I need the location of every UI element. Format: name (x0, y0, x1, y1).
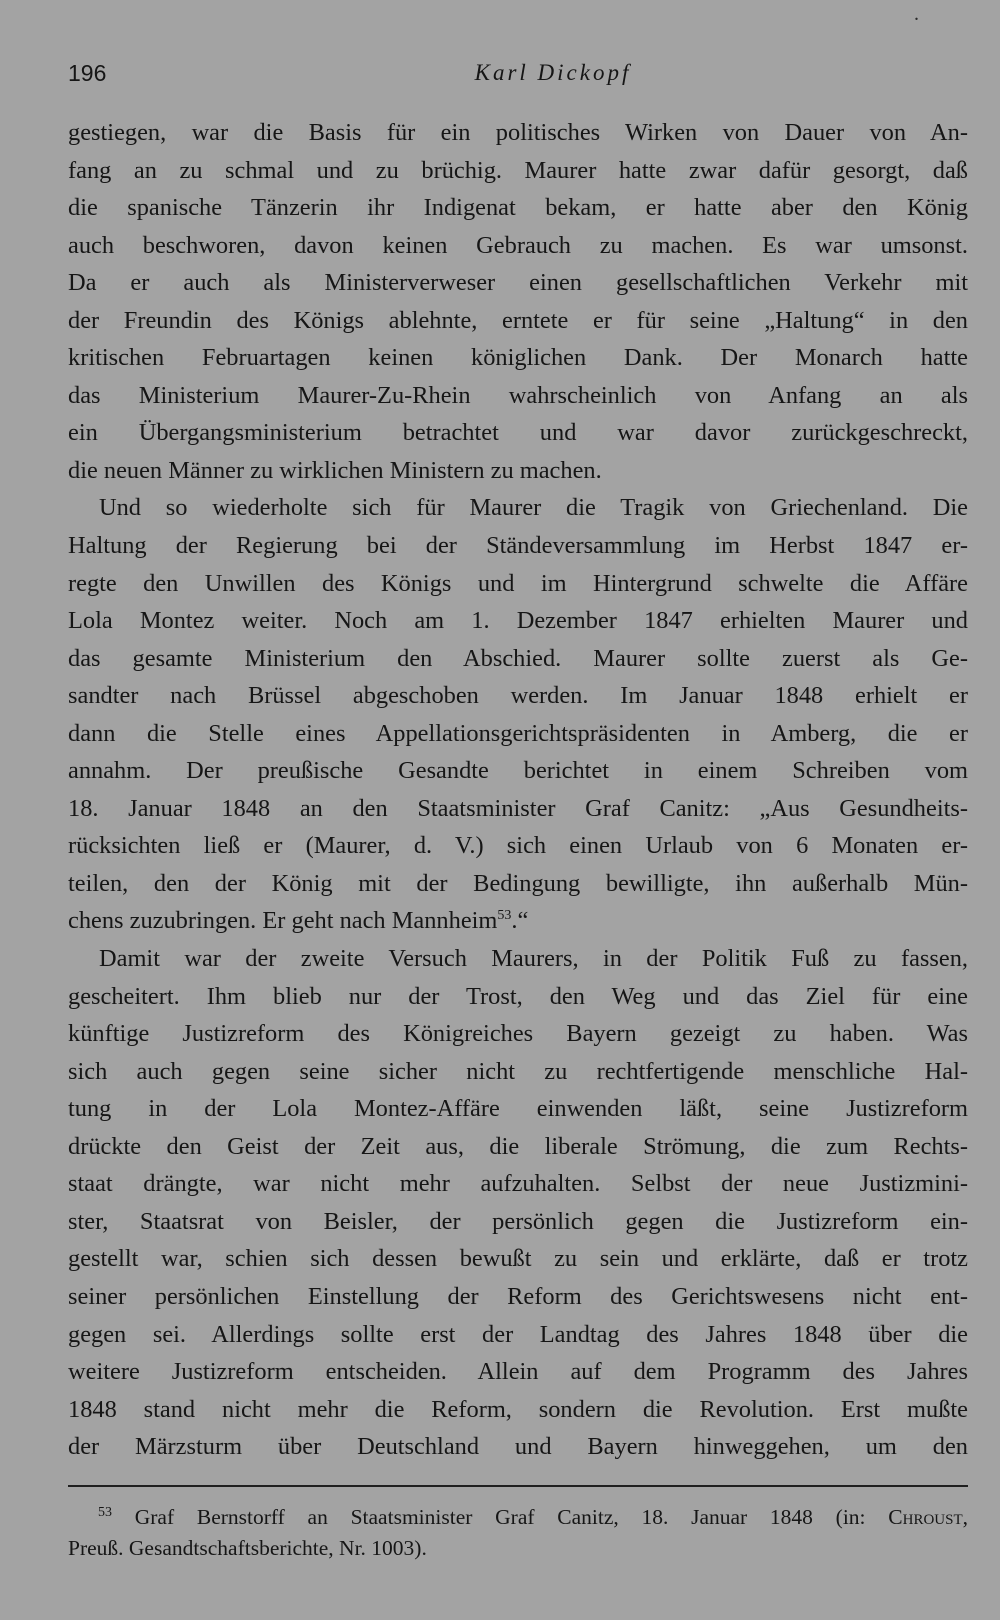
text-line-with-footnote-ref (68, 902, 968, 940)
footnote-line: Preuß. Gesandtschaftsberichte, Nr. 1003). (68, 1536, 427, 1560)
text-line: Lola Montez weiter. Noch am 1. Dezember 1847 erhielten Maurer und (68, 607, 968, 635)
text-line: die neuen Männer zu wirklichen Ministern zu machen. (68, 456, 602, 484)
text-line: gegen sei. Allerdings sollte erst der Landtag des Jahres 1848 über die (68, 1320, 968, 1348)
text-line: auch beschworen, davon keinen Gebrauch zu machen. Es war umsonst. (68, 231, 968, 259)
text-line: dann die Stelle eines Appellationsgerichtspräsidenten in Amberg, die er (68, 719, 968, 747)
closing-quote: .“ (511, 907, 529, 935)
text-line: gescheitert. Ihm blieb nur der Trost, den Weg und das Ziel für eine (68, 982, 968, 1010)
text-line: 18. Januar 1848 an den Staatsminister Graf Canitz: „Aus Gesundheits- (68, 794, 968, 822)
body-text (68, 114, 968, 1466)
page-number: 196 (68, 60, 107, 86)
text-line: sich auch gegen seine sicher nicht zu rechtfertigende menschliche Hal- (68, 1057, 968, 1085)
text-line: sandter nach Brüssel abgeschoben werden. Im Januar 1848 erhielt er (68, 682, 968, 710)
text-line: staat drängte, war nicht mehr aufzuhalten. Selbst der neue Justizmini- (68, 1170, 968, 1198)
text-line: das gesamte Ministerium den Abschied. Maurer sollte zuerst als Ge- (68, 644, 968, 672)
text-line: rücksichten ließ er (Maurer, d. V.) sich einen Urlaub von 6 Monaten er- (68, 832, 968, 860)
text-line: Damit war der zweite Versuch Maurers, in der Politik Fuß zu fassen, (99, 945, 968, 973)
text-line: die spanische Tänzerin ihr Indigenat bekam, er hatte aber den König (68, 194, 968, 222)
text-line: Da er auch als Ministerverweser einen gesellschaftlichen Verkehr mit (68, 269, 968, 297)
text-line: Und so wiederholte sich für Maurer die Tragik von Griechenland. Die (99, 494, 968, 522)
text-line: gestellt war, schien sich dessen bewußt zu sein und erklärte, daß er trotz (68, 1245, 968, 1273)
text-line: seiner persönlichen Einstellung der Reform des Gerichtswesens nicht ent- (68, 1282, 968, 1310)
text-line: der Freundin des Königs ablehnte, erntete er für seine „Haltung“ in den (68, 306, 968, 334)
text-line: 1848 stand nicht mehr die Reform, sondern die Revolution. Erst mußte (68, 1395, 968, 1423)
text-line: drückte den Geist der Zeit aus, die liberale Strömung, die zum Rechts- (68, 1132, 968, 1160)
footnote-author: Chroust, (888, 1505, 968, 1529)
text-line: annahm. Der preußische Gesandte berichtet in einem Schreiben vom (68, 757, 968, 785)
text-line: teilen, den der König mit der Bedingung bewilligte, ihn außerhalb Mün- (68, 869, 968, 897)
text-line: gestiegen, war die Basis für ein politisches Wirken von Dauer von An- (68, 119, 968, 146)
text-line: künftige Justizreform des Königreiches Bayern gezeigt zu haben. Was (68, 1020, 968, 1048)
corner-mark: . (914, 3, 919, 25)
running-head-author: Karl Dickopf (474, 60, 632, 85)
footnote-line (68, 1502, 968, 1533)
text-line: ein Übergangsministerium betrachtet und war davor zurückgeschreckt, (68, 419, 968, 447)
text-line: fang an zu schmal und zu brüchig. Maurer hatte zwar dafür gesorgt, daß (68, 156, 968, 184)
text-line: weitere Justizreform entscheiden. Allein auf dem Programm des Jahres (68, 1358, 968, 1386)
text-line: der Märzsturm über Deutschland und Bayern hinweggehen, um den (68, 1433, 968, 1461)
footnote-number: 53 (98, 1504, 112, 1520)
text-line: regte den Unwillen des Königs und im Hintergrund schwelte die Affäre (68, 569, 968, 597)
footnote-divider (68, 1485, 968, 1487)
text-line: tung in der Lola Montez-Affäre einwenden läßt, seine Justizreform (68, 1095, 968, 1123)
text-line: kritischen Februartagen keinen königlichen Dank. Der Monarch hatte (68, 344, 968, 372)
page-header (68, 58, 968, 92)
text-line: chens zuzubringen. Er geht nach Mannheim (68, 907, 498, 935)
text-line: das Ministerium Maurer-Zu-Rhein wahrscheinlich von Anfang an als (68, 381, 968, 409)
text-line: ster, Staatsrat von Beisler, der persönlich gegen die Justizreform ein- (68, 1207, 968, 1235)
text-line: Haltung der Regierung bei der Ständeversammlung im Herbst 1847 er- (68, 532, 968, 560)
footnote-text: Graf Bernstorff an Staatsminister Graf Canitz, 18. Januar 1848 (in: (134, 1505, 866, 1529)
footnote (68, 1502, 968, 1564)
footnote-reference: 53 (497, 908, 512, 924)
